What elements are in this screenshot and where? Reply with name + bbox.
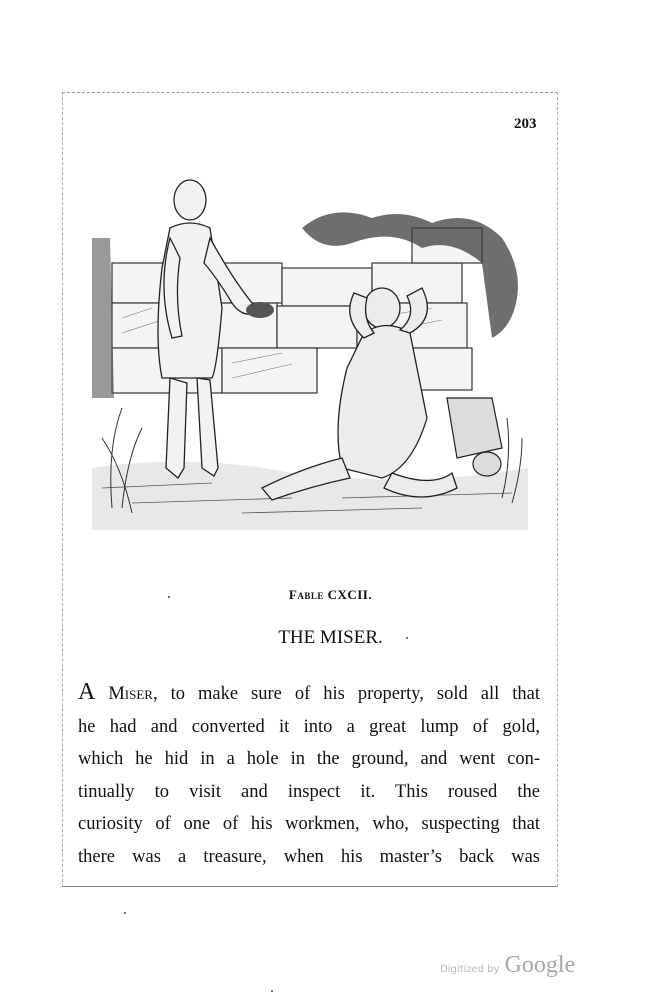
watermark-prefix: Digitized by <box>440 964 500 975</box>
body-line: tinually to visit and inspect it. This roused the <box>78 781 540 802</box>
fable-illustration <box>92 168 528 530</box>
digitization-watermark <box>440 952 575 979</box>
speck <box>124 912 126 914</box>
body-line: curiosity of one of his workmen, who, suspecting that <box>78 814 540 834</box>
fable-title: THE MISER. <box>278 627 383 648</box>
body-line: he had and converted it into a great lump of gold, <box>78 716 540 737</box>
fable-number: Fable CXCII. <box>288 587 373 602</box>
watermark-brand: Google <box>504 952 576 978</box>
speck <box>406 637 408 639</box>
body-line: there was a treasure, when his master’s back was <box>78 846 540 867</box>
body-line-1 <box>78 676 540 711</box>
lead-word: Miser <box>108 684 153 704</box>
speck <box>271 990 273 992</box>
speck <box>168 596 170 598</box>
drop-cap: A <box>78 679 96 705</box>
body-line: which he hid in a hole in the ground, and went con- <box>78 749 540 769</box>
fable-body <box>78 676 540 873</box>
first-line-text: , to make sure of his property, sold all that <box>152 684 540 704</box>
page-number: 203 <box>514 116 537 132</box>
